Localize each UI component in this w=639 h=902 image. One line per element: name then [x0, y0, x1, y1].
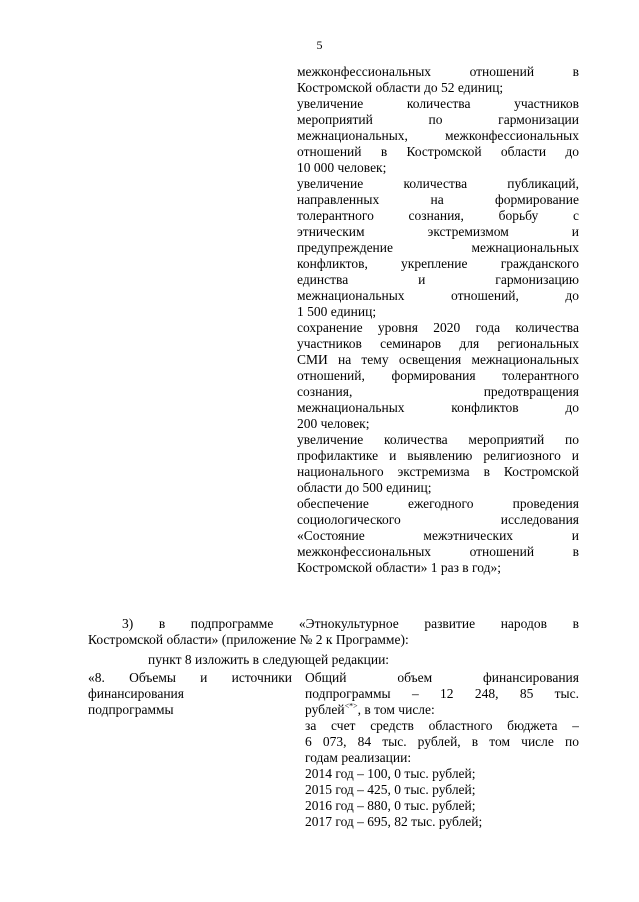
text-fragment: рублей [305, 702, 345, 717]
text-line: межнациональных, межконфессиональных [297, 128, 579, 143]
subprogram-intro-line: 3) в подпрограмме «Этнокультурное развитие народов в [122, 616, 579, 631]
text-line: увеличение количества публикаций, [297, 176, 579, 191]
table-left-label [88, 670, 292, 718]
text-line: 200 человек; [297, 416, 370, 431]
text-line: за счет средств областного бюджета – [305, 718, 579, 733]
text-line: мероприятий по гармонизации [297, 112, 579, 127]
text-line: подпрограммы – 12 248, 85 тыс. [305, 686, 579, 701]
label-line: «8. Объемы и источники [88, 670, 292, 685]
text-line: 1 500 единиц; [297, 304, 377, 319]
text-line: области до 500 единиц; [297, 480, 432, 495]
text-line: Общий объем финансирования [305, 670, 579, 685]
text-line: обеспечение ежегодного проведения [297, 496, 579, 511]
table-right-cell [305, 670, 579, 830]
page-number: 5 [316, 38, 323, 52]
text-line: национального экстремизма в Костромской [297, 464, 579, 479]
text-line: межнациональных конфликтов до [297, 400, 579, 415]
year-line: 2017 год – 695, 82 тыс. рублей; [305, 814, 483, 829]
footnote-marker: <*> [344, 702, 358, 711]
text-line: Костромской области до 52 единиц; [297, 80, 504, 95]
text-line: межконфессиональных отношений в [297, 544, 579, 559]
label-line: подпрограммы [88, 702, 174, 717]
text-line: предупреждение межнациональных [297, 240, 579, 255]
text-line: толерантного сознания, борьбу с [297, 208, 579, 223]
text-line: отношений в Костромской области до [297, 144, 579, 159]
text-fragment: , в том числе: [357, 702, 435, 717]
year-line: 2015 год – 425, 0 тыс. рублей; [305, 782, 476, 797]
point-instruction: пункт 8 изложить в следующей редакции: [148, 652, 390, 667]
label-line: финансирования [88, 686, 184, 701]
text-line: межнациональных отношений, до [297, 288, 579, 303]
text-line: сохранение уровня 2020 года количества [297, 320, 579, 335]
text-line: конфликтов, укрепление гражданского [297, 256, 579, 271]
goals-text-column [297, 64, 579, 576]
text-line: направленных на формирование [297, 192, 579, 207]
text-line: профилактике и выявлению религиозного и [297, 448, 579, 463]
text-line: увеличение количества мероприятий по [297, 432, 579, 447]
year-line: 2016 год – 880, 0 тыс. рублей; [305, 798, 476, 813]
text-line: СМИ на тему освещения межнациональных [297, 352, 579, 367]
text-line: годам реализации: [305, 750, 412, 765]
text-line: Костромской области» 1 раз в год»; [297, 560, 501, 575]
text-line: межконфессиональных отношений в [297, 64, 579, 79]
subprogram-intro-line: Костромской области» (приложение № 2 к Программе): [88, 632, 409, 647]
text-line: этническим экстремизмом и [297, 224, 579, 239]
text-line: увеличение количества участников [297, 96, 579, 111]
text-line: 6 073, 84 тыс. рублей, в том числе по [305, 734, 579, 749]
text-line: отношений, формирования толерантного [297, 368, 579, 383]
text-line: социологического исследования [297, 512, 579, 527]
text-line [305, 702, 579, 718]
text-line: участников семинаров для региональных [297, 336, 579, 351]
text-line: единства и гармонизацию [297, 272, 579, 287]
text-line: 10 000 человек; [297, 160, 387, 175]
year-line: 2014 год – 100, 0 тыс. рублей; [305, 766, 476, 781]
text-line: «Состояние межэтнических и [297, 528, 579, 543]
text-line: сознания, предотвращения [297, 384, 579, 399]
